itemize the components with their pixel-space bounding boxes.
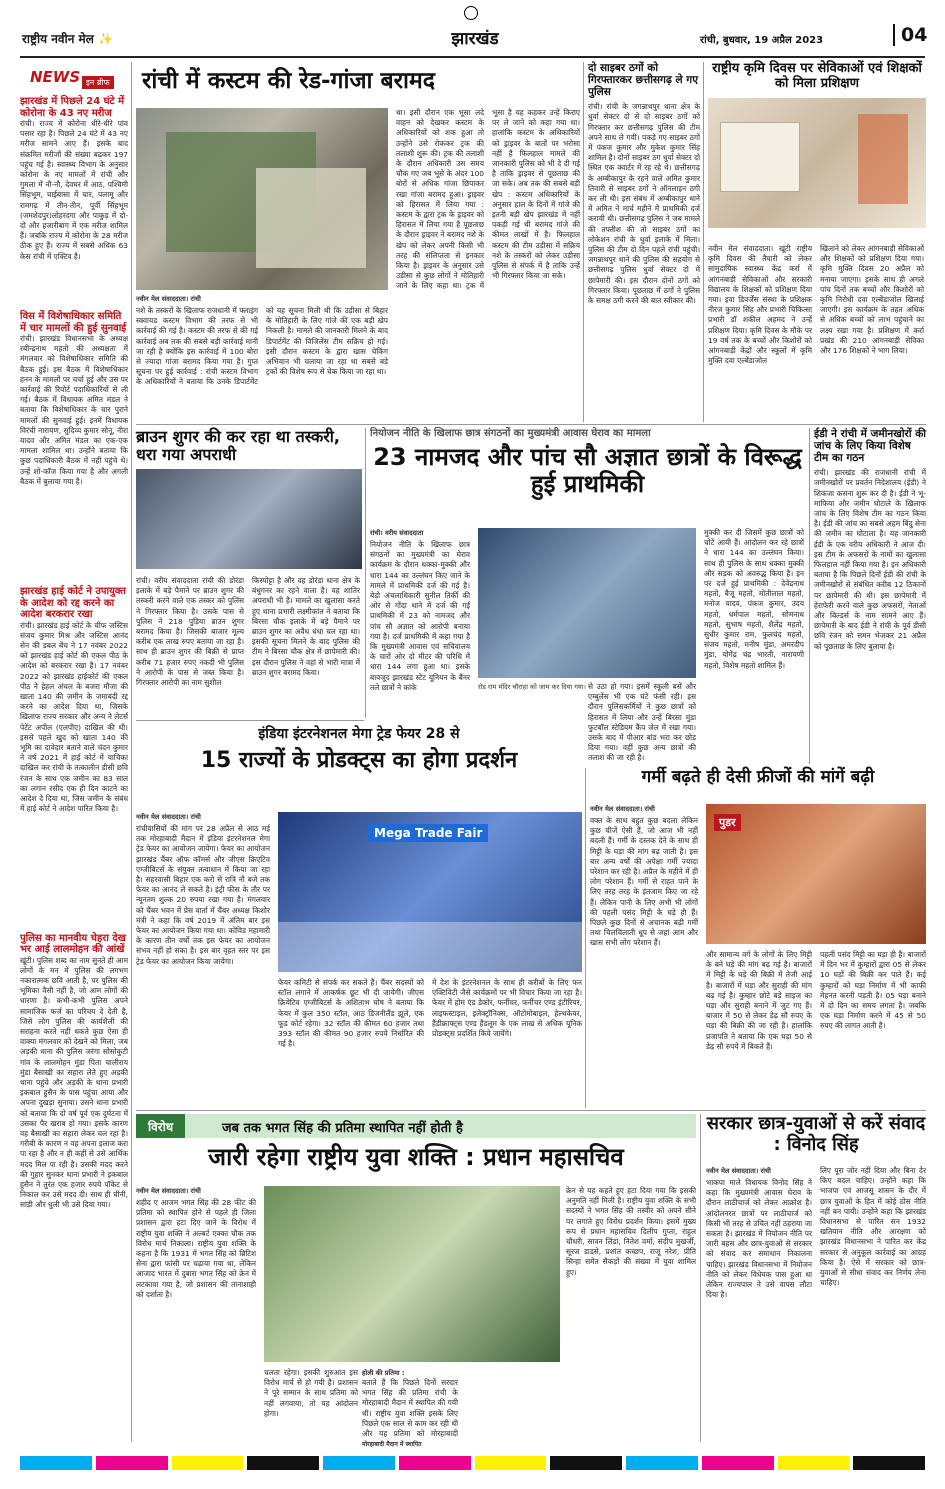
story-headline: ब्राउन शुगर की कर रहा था तस्करी, धरा गया अपराधी (136, 427, 340, 465)
story-text-col1: रांची। वरीय संवाददाता रांची की डोरंडा इलाके में बड़े पैमाने पर ब्राउन शुगर की तस्करी करने वाले एक तस्कर को पुलिस ने गिरफ्तार किया है। उसके पास से पुलिस ने 218 पुड़िया ब्राउन शुगर बरामद किया है। जिसकी बाजार मूल्य करीब एक लाख रुपए बताया जा रहा है। साथ ही ब्राउन शुगर की बिक्री से प्राप्त करीब 71 हजार रुपए नकदी भी पुलिस ने आरोपी के पास से जब्त किया है। गिरफ्तार आरोपी का नाम सुशील (136, 576, 244, 688)
story-text-col3: बताते हैं कि पिछले दिनों सरदार भगत सिंह की प्रतिमा रांची के मोरहाबादी मैदान में स्थापित की गयी थी। राष्ट्रीय युवा शक्ति इसके लिए पिछले एक साल से काम कर रही थी और यह प्रतिमा को मोरहाबादी (362, 1378, 458, 1438)
story-byline: नवीन मेल संवाददाता। रांची (706, 1167, 771, 1175)
story-headline: गर्मी बढ़ते ही देसी फ्रीजों की मांगें बढ़ी (641, 767, 875, 787)
news-brief-header (20, 62, 128, 96)
brief-item (20, 586, 128, 929)
story-kicker: नियोजन नीति के खिलाफ छात्र संगठनों का मुख्यमंत्री आवास घेराव का मामला (370, 428, 651, 439)
protest-label: विरोध (136, 1114, 185, 1138)
story-text-col1: नशे के तस्करों के खिलाफ राजधानी में फ्लाइंग स्क्वायड कस्टम विभाग की तरफ से भी कार्रवाई की गई है। कस्टम की तरफ से की गई कार्रवाई अब तक की सबसे बड़ी कार्रवाई मानी जा रही है क्योंकि इस कार्रवाई में 100 बोरा से ज्यादा गांजा बरामद किया गया है। गुप्त सूचना पर हुई कार्रवाई : रांची कस्टम विभाग के अधिकारियों ने बताया कि उनके डिपार्टमेंट को यह सूचना मिली थी कि उड़ीसा से बिहार के मोतिहारी के लिए गांजे की एक बड़ी खेप निकली है। मामले की जानकारी मिलने के बाद डिपार्टमेंट की विजिलेंस टीम सक्रिय हो गई। इसी दौरान कस्टम के द्वारा खास चेकिंग अभियान भी चलाया जा रहा था सबसे बड़े ट्रकों की विशेष रूप से चेक किया जा रहा था। (136, 306, 388, 387)
story-text-col3: में देश के इंटरनेशनल के साथ ही करीबों के लिए फन एक्टिविटी जैसे कार्यक्रमों पर भी विचार किया जा रहा है। फेयर में होम एंड डेकोर, फर्नीचर, फर्नीचर एण्ड इंटीरियर, लाइफस्टाइल, इलेक्ट्रॉनिक्स, ऑटोमोबाइल, हेल्थकेयर, हैंडीक्राफ्ट्स एण्ड हैंडलूम के एक लाख से अधिक यूनिक प्रोडक्ट्स प्रदर्शित किये जायेंगे। (432, 978, 582, 1039)
registration-mark-icon (464, 6, 478, 20)
story-text-col2: खिलाने को लेकर आंगनबाड़ी सेविकाओं और शिक्षकों को प्रशिक्षण दिया गया। कृमि मुक्ति दिवस 20 अप्रैल को मनाया जाएगा। इसके साथ ही अगले पांच दिनों तक बच्चों और किशोरों को कृमि निरोधी दवा एल्बेंडाजोल खिलाई जाएगी। इस कार्यक्रम के तहत अधिक से अधिक बच्चों को लाभ पहुंचाने का लक्ष्य रखा गया है। प्रशिक्षण में कर्रा प्रखंड की 210 आंगनबाड़ी सेविका और 176 शिक्षकों ने भाग लिया। (820, 244, 924, 356)
shop-sign: पुडर (714, 814, 741, 831)
brief-item (20, 96, 128, 307)
story-headline: 23 नामजद और पांच सौ अज्ञात छात्रों के विरूद्ध हुई प्राथमिकी (373, 442, 802, 499)
story-bhagat-singh-statue (136, 1114, 696, 1448)
masthead (0, 0, 945, 62)
color-registration-bar (20, 1456, 925, 1470)
story-text-col2: चलता रहेगा। इसकी शुरुआत इस विरोध मार्च से हो गयी है। प्रशासन ने पूरे सम्मान के साथ प्रतिमा को नहीं लगवाया, तो यह आंदोलन होगा। (264, 1368, 358, 1418)
story-text-col1: नियोजन नीति के खिलाफ छात्र संगठनों का मुख्यमंत्री का घेराव कार्यक्रम के दौरान धक्का-मुक्की और धारा 144 का उल्लंघन किए जाने के मामले में प्राथमिकी दर्ज की गई है। बेड़ो अंचलाधिकारी सुनील तिर्की की ओर से गोंदा थाने में दर्ज की गई प्राथमिकी में 23 को नामजद और पांच सौ अज्ञात को आरोपी बनाया गया है। दर्ज प्राथमिकी में कहा गया है कि मुख्यमंत्री आवास एवं सचिवालय के चारों ओर दो मीटर की परिधि में धारा 144 लगा हुआ था। इसके बावजूद झारखंड स्टेट यूनियन के बैनर तले छात्रों ने कांके (370, 540, 470, 692)
story-text-col3: पहली पसंद मिट्टी का घड़ा ही है। बाजारों में दिन भर में कुम्हारों द्वारा 05 से लेकर 10 घड़ों की बिक्री कर पाते हैं। कई कुम्हारों को घड़ा निर्माण में भी काफी मेहनत करनी पड़ती है। 05 घड़ा बनाने में दो दिन का समय लगता है। जबकि एक घड़ा निर्माण करने में 45 से 50 रुपए की लागत आती है। (820, 950, 926, 1031)
bird-icon: ✨ (98, 32, 114, 46)
story-text-col2: था। इसी दौरान एक भूसा लदे वाहन को देखकर कस्टम के अधिकारियों को शक हुआ तो उन्होंने उसे रोककर ट्रक की तलाशी शुरू की। ट्रक की तलाशी के दौरान अधिकारी उस समय चौंक गए जब भूसे के अंदर 100 बोरों से अधिक गांजा छिपाकर रखा गांजा बरामद हुआ। ड्राइवर को हिरासत में लिया गया : कस्टम के द्वारा ट्रक के ड्राइवर को हिरासत में लिया गया है पूछताछ के दौरान ड्राइवर ने बरामद नशे के खेप को लेकर अपनी किसी भी तरह की संलिप्तता से इनकार किया है। ड्राइवर के अनुसार उसे उड़ीसा से कुछ लोगों ने मोतिहारी जाने के लिए कहा था। ट्रक में भूसा है यह कहकर उन्हें किराए पर ले जाने को कहा गया था। हालांकि कस्टम के अधिकारियों को ड्राइवर के बातों पर भरोसा नहीं है फिलहाल मामले की जानकारी पुलिस को भी दे दी गई है ताकि ड्राइवर से पूछताछ की जा सके। अब तक की सबसे बड़ी खेप : कस्टम अधिकारियों के अनुसार हाल के दिनों में गांजे की इतनी बड़ी खेप झारखंड में नहीं पकड़ी गई थी बरामद गांजे की कीमत लाखों में है। फिलहाल कस्टम की टीम उड़ीसा में सक्रिय नशे के तस्करों को लेकर उड़ीसा पुलिस से संपर्क में है ताकि उन्हें भी गिरफ्तार किया जा सके। (396, 108, 580, 291)
brief-headline: विस में विशेषाधिकार समिति में चार मामलों की हुई सुनवाई (20, 311, 127, 334)
brown-sugar-photo (136, 469, 362, 569)
story-clay-pots (590, 768, 926, 1108)
story-headline: दो साइबर ठगों को गिरफ्तारकर छत्तीसगढ़ ले गए पुलिस (588, 62, 699, 99)
trade-fair-photo (278, 812, 582, 972)
story-text-col3: मुक्की कर दी जिसमें कुछ छात्रों को चोटें आयी हैं। आंदोलन कर रहे छात्रों ने धारा 144 का उल्लंघन किया। साथ ही पुलिस के साथ धक्का मुक्की और सड़क को अवरुद्ध किया है। इन पर दर्ज हुई प्राथमिकी : देवेंद्रनाथ महतो, बैजू महतो, मोतीलाल महतो, मनोज यादव, पंकज कुमार, उदय महतो, धर्मपाल महतो, सोमनाथ महतो, सुभाष महतो, शैलेंद्र महतो, सुधीर कुमार राम, फुलचंद महतो, संजय महतो, मनीष मुंडा, अमरदीप मुंडा, योगेंद्र चंद्र भारती, नारायणी महतो, विशेष महतो शामिल हैं। (704, 528, 804, 670)
news-tag: NEWS (30, 68, 81, 86)
paper-logo (22, 30, 113, 47)
section-name: झारखंड (451, 29, 499, 49)
brief-headline: झारखंड में पिछले 24 घंटे में कोरोना के 43 नए मरीज (20, 96, 125, 119)
story-byline: नवीन मेल संवाददाता। रांची (136, 1187, 201, 1195)
story-cyber-thugs (588, 62, 700, 422)
photo-caption: रोड राम मंदिर चौराहा को जाम कर दिया गया। (478, 683, 586, 691)
story-text-col2: लिए पूरा जोर नहीं दिया और बिना देर किए बदल चाहिए। उन्होंने कहा कि भाजपा एवं आजसू शासन के दौर में छात्र युवाओं के हित में कोई ठोस नीति नहीं बन पायी। उन्होंने कहा कि झारखंड विधानसभा से पारित सन 1932 खतियान नीति और आरक्षण को झारखंड विधानसभा ने पारित कर केंद्र सरकार से अनुकूल कार्रवाई का आग्रह किया है। ऐसे में सरकार को छात्र-युवाओं से सीधा संवाद कर निर्णय लेना चाहिए। (820, 1166, 926, 1288)
brief-text: रांची। झारखंड विधानसभा के अध्यक्ष रबीन्द्रनाथ महतो की अध्यक्षता में मंगलवार को विशेषाधिकार समिति की बैठक हुई। इस बैठक में विशेषाधिकार हनन के मामलों पर चर्चा हुई और उस पर कार्रवाई की रिपोर्ट पदाधिकारियों से ली गई। बैठक में विधायक अमित मंडल ने बताया कि विशेषाधिकार के चार पुराने मामलों की सुनवाई हुई। इनमें विधायक विरंची नारायण, सुदिव्य कुमार सोनू, नीरा यादव और अमित मंडल का एक-एक मामला शामिल था। उन्होंने बताया कि कुछ पदाधिकारी बैठक में नहीं पहुंचे थे। उन्हें शो-कॉज किया गया है और अगली बैठक में बुलाया गया है। (20, 334, 128, 486)
story-byline: नवीन मेल संवाददाता। रांची (590, 805, 655, 813)
story-byline: रांची। वरीय संवाददाता (370, 529, 424, 537)
story-text-col1: रांचीवासियों की मांग पर 28 अप्रैल से आठ मई तक मोरहाबादी मैदान में इंडिया इंटरनेशनल मेगा ट्रेड फेयर का आयोजन जायेगा। फेयर का आयोजन झारखंड चैंबर ऑफ कॉमर्स और जीएस क्रिएटिव एग्जीबिटर्स के संयुक्त तत्वाधान में किया जा रहा है। सहरवासी बिहार एक करो से रात्रि नौ बजे तक फेयर का आनंद ले सकते है। इंट्री फीस के तौर पर न्यूनतम शुल्क 20 रुपया रखा गया है। मंगलवार को चैंबर भवन में प्रेस वार्ता में चैंबर अध्यक्ष किशोर मंत्री ने कहा कि वर्ष 2019 में अंतिम बार इस फेयर का आयोजन किया गया था। कोविड महामारी के कारण तीन वर्षों तक इस फेयर का आयोजन संभव नहीं हो सका है। इस बार वृहत स्तर पर इस ट्रेड फेयर का आयोजन किया जायेगा। (136, 824, 270, 966)
story-text: रांची। झारखंड की राजधानी रांची में जमीनखोरों पर प्रवर्तन निदेशालय (ईडी) ने शिकंजा कसना शुरू कर दी है। ईडी ने भू-माफिया और जमीन घोटाले के खिलाफ जांच के लिए विशेष टीम का गठन किया है। ईडी की जांच का सबसे अहम बिंदु सेना की जमीन का घोटाला है। यह जानकारी ईडी के एक वरीय अधिकारी ने आज दी। इस टीम के अफसरों के नामों का खुलासा फिलहाल नहीं किया गया है। इन अधिकारी बताया है कि पिछले दिनों ईडी की रांची के जमीनखोरों से संबंधित करीब 12 ठिकानों पर छापेमारी की थी। इस छापेमारी में हेराफेरी करने वाले कुछ अफसरों, नेताओं और बिल्डर्स के नाम सामने आए हैं। छापेमारी के बाद ईडी ने रांची के पूर्व डीसी छवि रंजन को समन भेजकर 21 अप्रैल को पूछताछ के लिए बुलाया है। (814, 468, 926, 651)
story-ed-team (814, 428, 926, 764)
brief-item (20, 311, 128, 582)
story-text-col2: और सामान्य वर्ग के लोगों के लिए मिट्टी के बने घड़े की मांग बढ़ गई है। बाजारों में मिट्टी के घड़े की बिक्री में तेजी आई है। बाजारों में घड़ा और सुराही की मांग बढ़ गई है। कुम्हार छोटे बड़े साइज का घड़ा और सुराही बनाने में जुट गए हैं। बाजार में 50 से लेकर डेढ़ सौ रुपए के घड़ा की बिक्री की जा रही है। हालांकि प्रजापति ने बताया कि एक घड़ा 50 से डेढ़ सौ रुपये में बिकते हैं। (706, 950, 812, 1051)
page-number: 04 (893, 24, 927, 46)
brief-item (20, 933, 128, 1376)
protest-photo (478, 528, 696, 678)
trade-fair-banner: Mega Trade Fair (368, 824, 488, 842)
story-text-col2: किस्पोट्टा है और वह डोरंडा थाना क्षेत्र के बंधुगनर का रहने वाला है। वह शातिर अपराधी भी है। मामले का खुलासा करते हुए थाना प्रभारी लक्ष्मीकांत ने बताया कि बिरसा चौक इलाके में बड़े पैमाने पर ब्राउन शुगर का अवैध धंधा चल रहा था। इसकी सूचना मिलने के बाद पुलिस की टीम ने बिरसा चौक क्षेत्र में छापेमारी की। इस दौरान पुलिस ने वहां से भारी मात्रा में ब्राउन शुगर बरामद किया। (252, 576, 360, 677)
brief-headline: झारखंड हाई कोर्ट ने उपायुक्त के आदेश को रद्द करने का आदेश बरकरार रखा (20, 586, 126, 620)
paper-name: राष्ट्रीय नवीन मेल (22, 32, 94, 46)
story-text-col2: से उठा हो गया। इसमें स्कूली बसें और एम्बुलेंस भी एक घंटे फंसी रही। इस दौरान पुलिसकर्मियों ने कुछ छात्रों को हिरासत में लिया और उन्हें बिरसा मुंडा फुटबॉल स्टेडियम कैंप जेल में रखा गया। उसके बाद में पीआर बांड भरा कर छोड़ दिया गया। वहीं कुछ अन्य छात्रों की तलाश की जा रही है। (588, 682, 696, 762)
story-byline: नवीन मेल संवाददाता। रांची (136, 813, 201, 821)
story-text-col2: फेयर कमिटी से संपर्क कर सकते हैं। चैंबर सदस्यों को स्टॉल लगाने में आकर्षक छूट भी दी जायेगी। जीएस क्रियेटिव एग्जीबिटर्स के अशिताभ घोष ने बताया कि फेयर में कुल 350 स्टॉल, आठ डिजनीलैंड झूले, एक फूड कोर्ट रहेगा। 32 स्टॉल की कीमत 60 हजार तथा 393 स्टॉल की कीमत 90 हजार रुपये निर्धारित की गई है। (278, 978, 424, 1049)
story-text: रांची। रांची के जगन्नाथपुर थाना क्षेत्र के धुर्वा सेक्टर दो से दो साइबर ठगों को गिरफ्तार कर छत्तीसगढ़ पुलिस की टीम अपने साथ ले गयी। पकड़े गए साइबर ठगों में पंकज कुमार और मुकेश कुमार सिंह शामिल है। दोनों साइबर ठग धुर्वा सेक्टर दो स्थित एक क्वार्टर में रह रहे थे। छत्तीसगढ़ के अम्बीकापुर के रहने वाले अमित कुमार तिवारी से साइबर ठगों ने ऑनलाइन ठगी कर ली थी। इस संबंध में अम्बीकापुर थाने में अमित ने मार्च महीने में प्राथमिकी दर्ज करायी थी। छत्तीसगढ़ पुलिस ने जब मामले की तफ्तीश की तो साइबर ठगों का लोकेशन रांची के धुर्वा इलाके में मिला। पुलिस की टीम दो दिन पहले रांची पहुंची। जगन्नाथपुर थाने की पुलिस की सहयोग से छत्तीसगढ़ पुलिस धुर्वा सेक्टर दो में छापेमारी की। इस दौरान दोनों ठगों को गिरफ्तार किया। पूछताछ में ठगों ने पुलिस के समक्ष ठगी करने की बात स्वीकार की। (588, 102, 700, 306)
photo-caption: नवीन मेल संवाददाता। रांची (136, 295, 201, 303)
protest-march-photo (264, 1186, 560, 1362)
story-student-fir (370, 428, 805, 764)
photo-caption-label-2: मोरहाबादी मैदान में स्थापित (362, 1441, 422, 1448)
story-kicker: इंडिया इंटरनेशनल मेगा ट्रेड फेयर 28 से (258, 726, 460, 742)
story-text-col4: क्रेन से यह कहते हुए हटा दिया गया कि इसकी अनुमति नहीं मिली है। राष्ट्रीय युवा शक्ति के सभी सदस्यों ने भगत सिंह की तस्वीर को अपने सीने पर लगाते हुए विरोध प्रदर्शन किया। इसमें मुख्य रूप से प्रधान महासचिव दिलीप गुप्ता, राहुल चौधरी, सावन लिंडा, नितेश वर्मा, संदीप मुखर्जी, सूरज डाडसे, प्रशांत कच्छप, राजू नरेश, प्रीति सिन्हा समेत सैकड़ों की संख्या में युवा शामिल हुए। (566, 1186, 696, 1277)
story-headline: राष्ट्रीय कृमि दिवस पर सेविकाओं एवं शिक्षकों को मिला प्रशिक्षण (712, 61, 922, 91)
clay-pots-photo (706, 804, 926, 944)
story-kicker: जब तक भगत सिंह की प्रतिमा स्थापित नहीं होती है (222, 1121, 463, 1136)
story-headline: 15 राज्यों के प्रोडक्ट्स का होगा प्रदर्शन (200, 748, 518, 774)
story-brown-sugar (136, 428, 362, 718)
story-deworming-training (708, 62, 926, 422)
story-headline: ईडी ने रांची में जमीनखोरों की जांच के लिए किया विशेष टीम का गठन (814, 428, 927, 465)
story-text-col1: नवीन मेल संवाददाता। खूंटी राष्ट्रीय कृमि दिवस की तैयारी को लेकर सामुदायिक स्वास्थ्य केंद्र कर्रा में आंगनबाड़ी सेविकाओं और सरकारी विद्यालय के शिक्षकों को प्रशिक्षण दिया गया। इवा डिवर्जेंस संस्था के प्रशिक्षक नीरज कुमार सिंह और प्रभारी चिकित्सा प्रभारी डॉ शकील अहमद ने उन्हें प्रशिक्षण दिया। कृमि दिवस के मौके पर 19 वर्ष तक के बच्चों और किशोरों को आंगनबाड़ी केंद्रों और स्कूलों में कृमि मुक्ति दवा एल्बेंडाजोल (708, 244, 812, 366)
story-headline: जारी रहेगा राष्ट्रीय युवा शक्ति : प्रधान महासचिव (208, 1143, 624, 1171)
brief-tag: इन ब्रीफ (82, 76, 114, 89)
brief-text: रांची। झारखंड हाई कोर्ट के चीफ जस्टिस संजय कुमार मिश्र और जस्टिस आनंद सेन की डबल बेंच ने 17 नवंबर 2022 को झारखंड हाई कोर्ट की एकल पीठ के आदेश को बरकरार रखा है। 17 नवंबर 2022 को झारखंड हाईकोर्ट की एकल पीठ ने हेहल अंचल के बजरा मौजा की खाता 140 की जमीन के जमाबंदी रद्द करने का आदेश दिया था, जिसके खिलाफ राज्य सरकार और अन्य ने लेटर्स पेटेंट अपील (एलपीए) दाखिल की थी। इससे पहले खुद को खाता 140 की भूमि का दावेदार बताने वाले चंदन कुमार ने वर्ष 2021 में हाई कोर्ट में याचिका दाखिल कर रांची के तत्कालीन डीसी छवि रंजन के साथ एक जमीन का 83 साल का लगान रसीद एक ही दिन काटने का आदेश दे दिया था, जिस जमीन के संबंध में हाई कोर्ट ने आदेश पारित किया है। (20, 620, 128, 814)
brief-text: रांची। राज्य में कोरोना धीरे-धीरे पांव पसार रहा है। पिछले 24 घंटे में 43 नए मरीज सामने आए हैं। इसके बाद संक्रमित मरीजों की संख्या बढ़कर 197 पहुंच गई है। स्वास्थ्य विभाग के अनुसार कोरोना के नए मामलों में रांची और गुमला में नौ-नौ, देवघर में आठ, पश्चिमी सिंहभूम, चाईबासा में चार, पलामू और रामगढ़ में तीन-तीन, पूर्वी सिंहभूम (जमशेदपुर)लोहरदगा और पाकुड़ में दो-दो और हजारीबाग में एक मरीज शामिल हैं। जबकि राज्य में कोरोना के 28 मरीज ठीक हुए हैं। राज्य में सबसे अधिक 63 केस रांची में एक्टिव है। (20, 119, 128, 261)
story-headline: रांची में कस्टम की रेड-गांजा बरामद (142, 68, 435, 94)
brief-text: खूंटी। पुलिस शब्द का नाम सुनते ही आम लोगों के मन में पुलिस की लगभग नकारात्मक छवि आती है, पर पुलिस की भूमिका वैसी नहीं है, जो आम लोगों की धारणा है। कभी-कभी पुलिस अपने सामाजिक फर्ज का परिचय दे देती है, जिसे लोग पुलिस की कार्यशैली की सराहना करते नहीं थकते कुछ ऐसा ही वाक्या मंगलवार को देखने को मिला, जब अड़की थाना की पुलिस जरंगा सोसोकुटी गांव के लालमोहन मुंडा पिता चालीराय मुंडा बैसाखी का सहारा लेते हुए अड़की थाना पहुंचे और अड़की के थाना प्रभारी इकबाल हुसैन के पास पहुंचा आया और अपना दुखड़ा सुनाया। उसने थाना प्रभारी को बताया कि दो वर्ष पूर्व एक दुर्घटना में उसका पैर खराब हो गया। इसके कारण वह बैसाखी का सहारा लेकर चल रहा है। गरीबी के कारण न वह अपना इलाज करा पा रहा है और न ही कहीं से उसे आर्थिक मदद मिल पा रही है। उसकी मदद करने की गुहार सुनकर थाना प्रभारी ने इकबाल हुसैन ने तुरंत एक हजार रुपये पॉकेट से निकाल कर उसे मदद दी। साथ ही चीनी, साड़ी और धुली भी उसे दिया गया। (20, 955, 128, 1210)
training-photo (708, 98, 926, 228)
photo-caption-label: होली की प्रतिमा : (362, 1369, 405, 1377)
story-trade-fair (136, 726, 582, 1108)
story-text-col1: भाकपा माले विधायक विनोद सिंह ने कहा कि मुख्यमंत्री आवास घेराव के दौरान लाठीचार्ज को लेकर आक्रोश है। आंदोलनरत छात्रों पर लाठीचार्ज को किसी भी तरह से उचित नहीं ठहराया जा सकता है। झारखंड में नियोजन नीति पर जारी बहस और छात्र-युवाओं से सरकार को संवाद कर समाधान निकालना चाहिए। झारखंड विधानसभा में नियोजन नीति को लेकर विधेयक पास हुआ था लेकिन राज्यपाल ने उसे वापस लौटा दिया है। (706, 1178, 812, 1300)
story-headline: सरकार छात्र-युवाओं से करें संवाद : विनोद सिंह (706, 1113, 926, 1155)
news-brief-column (20, 62, 128, 1442)
story-text-col1: वक्त के साथ बहुत कुछ बदला लेकिन कुछ चीजें ऐसी हैं, जो आज भी नहीं बदली हैं। गर्मी के दस्तक देने के साथ ही मिट्टी के घड़ा की मांग बढ़ जाती है। इस बार अन्य वर्षों की अपेक्षा गर्मी ज्यादा परेशान कर रही है। अप्रैल के महीने में ही लोग परेशान हैं। गर्मी से राहत पाने के लिए तरह तरह के इंतजाम किए जा रहे हैं। लेकिन पानी के लिए अभी भी लोगों की पहली पसंद मिट्टी के घड़े ही हैं। पिछले कुछ दिनों से अचानक बढ़ी गर्मी तथा चिलचिलाती धूप से जहां आम और खास सभी लोग परेशान हैं। (590, 816, 698, 948)
dateline: रांची, बुधवार, 19 अप्रैल 2023 (700, 35, 824, 46)
brief-headline: पुलिस का मानवीय चेहरा देख भर आई लालमोहन की आंखें (20, 932, 126, 955)
story-vinod-singh (706, 1114, 926, 1442)
story-customs-raid (136, 62, 581, 422)
story-kicker-bar (136, 1114, 696, 1138)
customs-raid-photo (136, 108, 388, 290)
story-text-col1: शहीद ए आजम भगत सिंह की 28 फीट की प्रतिमा को स्थापित होने से पहले ही जिला प्रशासन द्वारा हटा दिए जाने के विरोध में राष्ट्रीय युवा शक्ति ने अल्बर्ट एक्का चौक तक विरोध मार्च निकाला। राष्ट्रीय युवा शक्ति के कहना है कि 1931 में भगत सिंह को ब्रिटिश सेना द्वारा फांसी पर चढ़ाया गया था, लेकिन आजाद भारत में दुबारा भगत सिंह को क्रेन में लटकाया गया है, जो प्रशासन की तानाशाही को दर्शाता है। (136, 1198, 256, 1299)
